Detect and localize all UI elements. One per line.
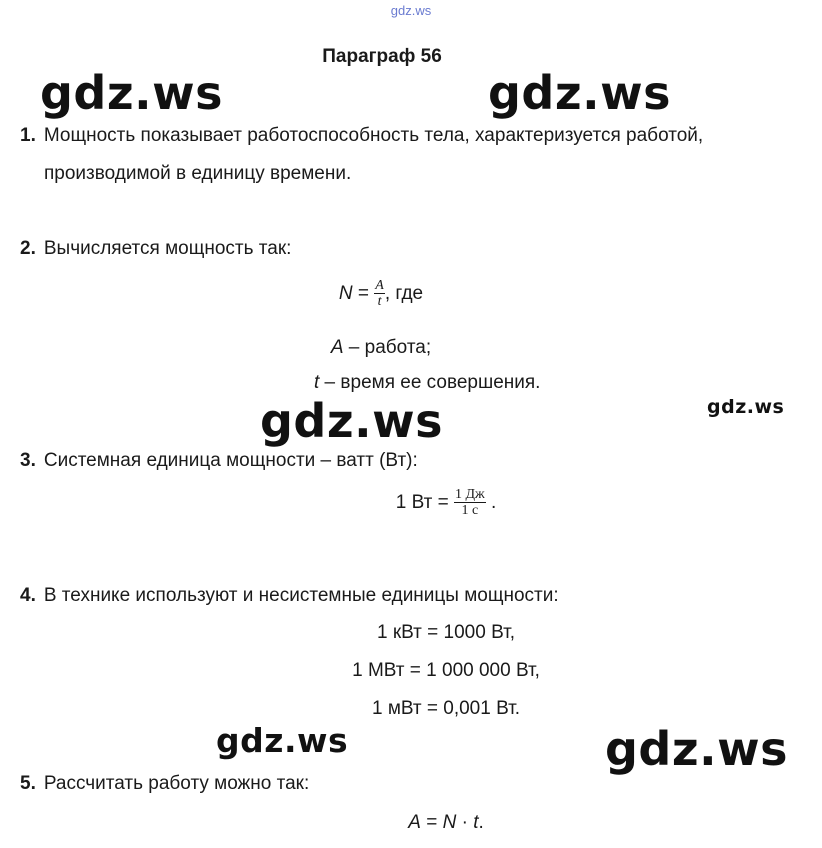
watt-formula [35, 487, 822, 519]
fraction [374, 278, 385, 310]
formula-symbol: A [408, 812, 421, 833]
item-number: 3. [20, 450, 36, 471]
unit-line: 1 мВт = 0,001 Вт. [371, 698, 521, 719]
watermark-logo: gdz.ws [216, 721, 349, 760]
definition-text: – работа; [343, 337, 432, 358]
item-5 [20, 773, 309, 795]
item-3 [20, 450, 418, 472]
fraction-denominator: t [377, 294, 382, 309]
definition-work [0, 337, 792, 359]
power-formula [0, 278, 792, 310]
formula-suffix: . [485, 492, 497, 514]
fraction [454, 487, 486, 519]
item-number: 5. [20, 773, 36, 794]
item-1-continued: производимой в единицу времени. [44, 163, 352, 184]
watermark-logo: gdz.ws [40, 66, 223, 120]
item-text: В технике используют и несистемные единицы мощности: [43, 585, 559, 606]
fraction-numerator: A [375, 278, 384, 293]
unit-line: 1 кВт = 1000 Вт, [376, 622, 516, 643]
definition-time [35, 372, 822, 394]
item-text: Системная единица мощности – ватт (Вт): [43, 450, 418, 471]
formula-eq: = [352, 283, 375, 305]
work-formula [35, 812, 822, 834]
watermark-logo: gdz.ws [260, 394, 443, 448]
formula-lhs: 1 Вт = [395, 492, 454, 514]
formula-end: . [478, 812, 484, 833]
item-text: Рассчитать работу можно так: [43, 773, 310, 794]
fraction-denominator: 1 с [461, 503, 479, 518]
page-title: Параграф 56 [322, 46, 442, 67]
item-number: 2. [20, 238, 36, 259]
unit-line: 1 МВт = 1 000 000 Вт, [352, 660, 540, 681]
formula-symbol: t [473, 812, 479, 833]
watermark-logo: gdz.ws [488, 66, 671, 120]
item-4 [20, 585, 559, 607]
watermark-small-top: gdz.ws [390, 3, 432, 18]
item-text: Мощность показывает работоспособность тела, характеризуется работой, [43, 125, 704, 146]
definition-symbol: A [330, 337, 344, 358]
formula-eq: = [420, 812, 443, 833]
watermark-logo: gdz.ws [605, 722, 788, 776]
formula-dot: · [456, 812, 474, 833]
item-number: 4. [20, 585, 36, 606]
formula-suffix: , где [384, 283, 424, 305]
fraction-numerator: 1 Дж [454, 487, 485, 502]
item-1 [20, 125, 703, 147]
formula-symbol: N [338, 283, 353, 305]
watermark-logo: gdz.ws [707, 396, 785, 418]
formula-symbol: N [442, 812, 457, 833]
definition-symbol: t [314, 372, 320, 393]
item-number: 1. [20, 125, 36, 146]
definition-text: – время ее совершения. [319, 372, 541, 393]
item-2 [20, 238, 291, 260]
item-text: Вычисляется мощность так: [43, 238, 292, 259]
